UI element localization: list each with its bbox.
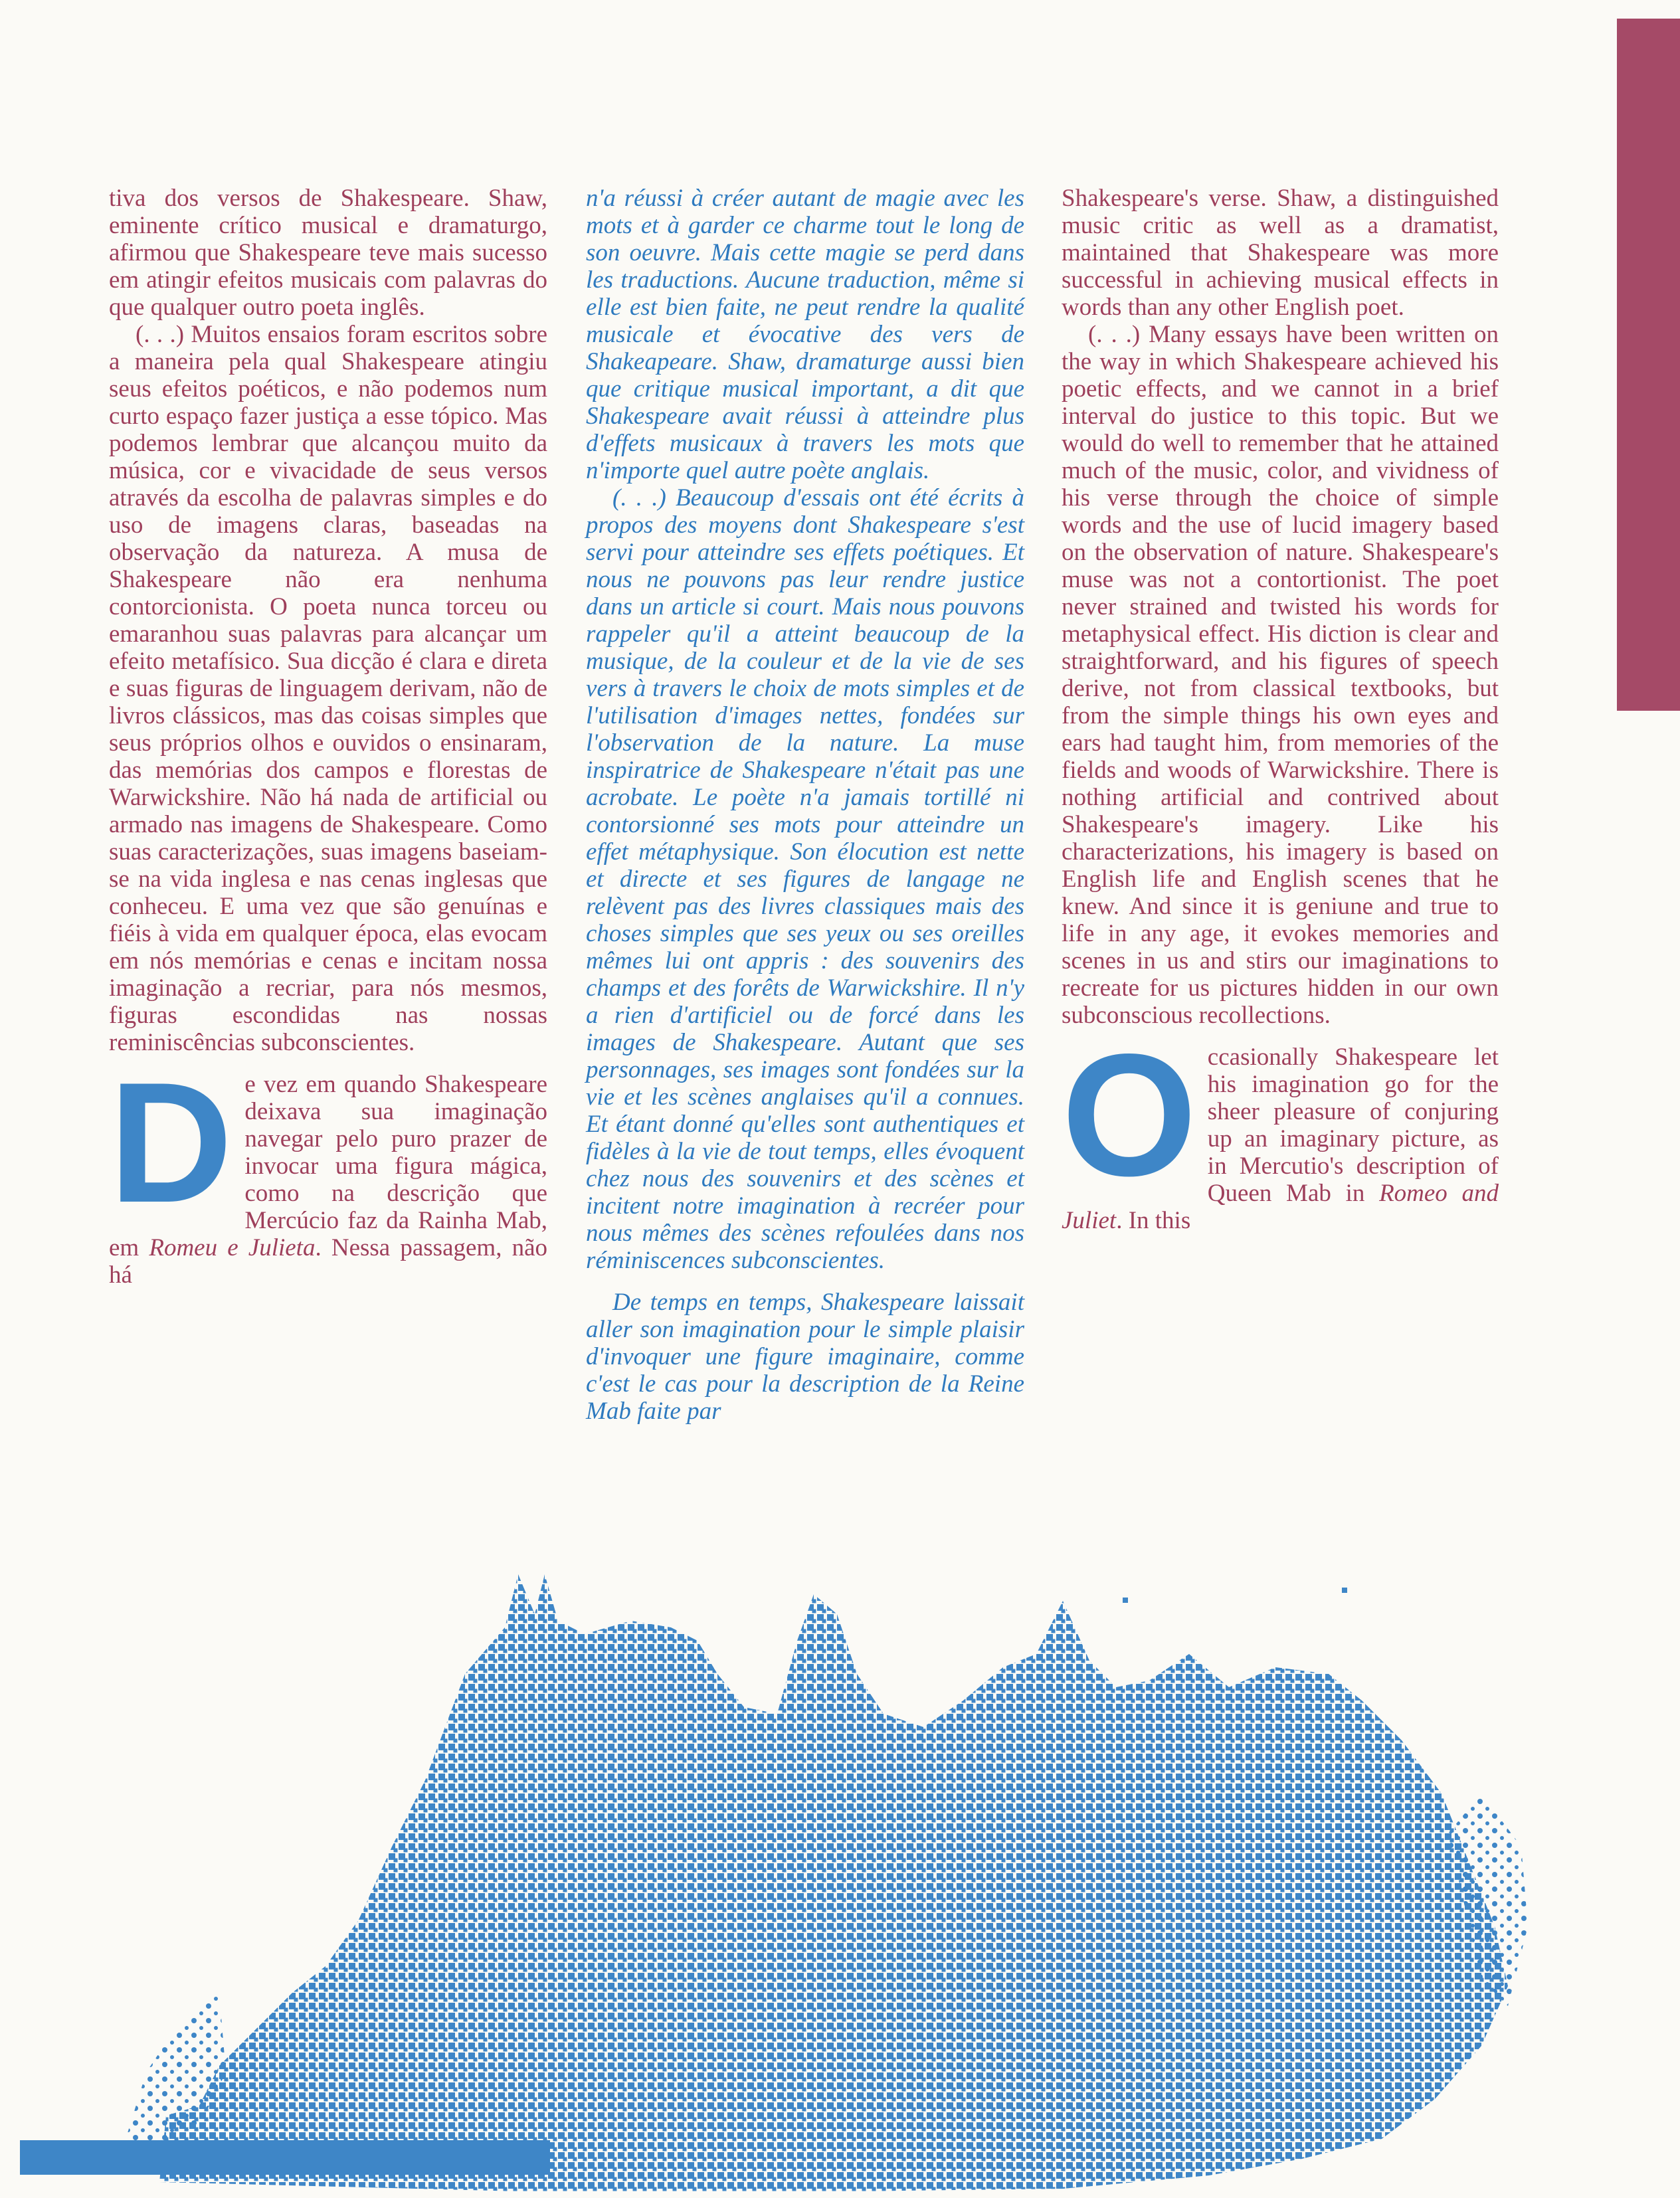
en-paragraph-3-lead: ccasionally Shakespeare let his imagination go for the sheer pleasure of conjuring up an imaginary picture, as in Mercutio's description of Queen Mab in	[1207, 1044, 1499, 1207]
en-dropcap: O	[1062, 1018, 1197, 1212]
pt-paragraph-3	[109, 1046, 547, 1289]
pt-paragraph-2: (. . .) Muitos ensaios foram escritos sobre a maneira pela qual Shakespeare atingiu seus efeitos poéticos, e não podemos num curto espaço fazer justiça a esse tópico. Mas podemos lembrar que alcançou muito da música, cor e vivacidade de seus versos através da escolha de palavras simples e do uso de imagens claras, baseadas na observação da natureza. A musa de Shakespeare não era nenhuma contorcionista. O poeta nunca torceu ou emaranhou suas palavras para alcançar um efeito metafísico. Sua dicção é clara e direta e suas figuras de linguagem derivam, não de livros clássicos, mas das coisas simples que seus próprios olhos e ouvidos o ensinaram, das memórias dos campos e florestas de Warwickshire. Não há nada de artificial ou armado nas imagens de Shakespeare. Como suas caracterizações, suas imagens baseiam-se na vida inglesa e nas cenas inglesas que conheceu. E uma vez que são genuínas e fiéis à vida em qualquer época, elas evocam em nós memórias e cenas e incitam nossa imaginação a recriar, para nós mesmos, figuras escondidas nas nossas reminiscências subconscientes.	[109, 321, 547, 1056]
pt-play-title: Romeu e Julieta	[149, 1234, 316, 1261]
english-column	[1062, 185, 1499, 1234]
pt-paragraph-3-tail: . Nessa passagem, não há	[109, 1234, 547, 1289]
en-paragraph-3-tail: . In this	[1116, 1207, 1191, 1234]
fr-paragraph-3: De temps en temps, Shakespeare laissait aller son imagination pour le simple plaisir d'invoquer une figure imaginaire, comme c'est le cas pour la description de la Reine Mab faite par	[586, 1289, 1024, 1425]
fr-paragraph-1: n'a réussi à créer autant de magie avec les mots et à garder ce charme tout le long de son oeuvre. Mais cette magie se perd dans les traductions. Aucune traduction, même si elle est bien faite, ne peut rendre la qualité musicale et évocative des vers de Shakeapeare. Shaw, dramaturge aussi bien que critique musical important, a dit que Shakespeare avait réussi à atteindre plus d'effets musicaux à travers les mots que n'importe quel autre poète anglais.	[586, 185, 1024, 484]
en-paragraph-1: Shakespeare's verse. Shaw, a distinguished music critic as well as a dramatist, maintained that Shakespeare was more successful in achieving musical effects in words than any other English poet.	[1062, 185, 1499, 321]
halftone-illustration	[0, 1528, 1680, 2198]
en-paragraph-3	[1062, 1018, 1499, 1234]
en-play-title: Romeo and Juliet	[1062, 1180, 1499, 1234]
portuguese-column	[109, 185, 547, 1289]
pt-paragraph-1: tiva dos versos de Shakespeare. Shaw, eminente crítico musical e dramaturgo, afirmou que Shakespeare teve mais sucesso em atingir efeitos musicais com palavras do que qualquer outro poeta inglês.	[109, 185, 547, 321]
pt-paragraph-3-lead: e vez em quando Shakespeare deixava sua imaginação navegar pelo puro prazer de invocar uma figura mágica, como na descrição que Mercúcio faz da Rainha Mab, em	[109, 1071, 547, 1261]
magenta-tab-bar	[1617, 19, 1680, 711]
en-paragraph-2: (. . .) Many essays have been written on the way in which Shakespeare achieved his poetic effects, and we cannot in a brief interval do justice to this topic. But we would do well to remember that he attained much of the music, color, and vividness of his verse through the choice of simple words and the use of lucid imagery based on the observation of nature. Shakespeare's muse was not a contortionist. The poet never strained and twisted his words for metaphysical effect. His diction is clear and straightforward, and his figures of speech derive, not from classical textbooks, but from the simple things his own eyes and ears had taught him, from memories of the fields and woods of Warwickshire. There is nothing artificial and contrived about Shakespeare's imagery. Like his characterizations, his imagery is based on English life and English scenes that he knew. And since it is geniune and true to life in any age, it evokes memories and scenes in us and stirs our imaginations to recreate for us pictures hidden in our own subconscious recollections.	[1062, 321, 1499, 1029]
pt-dropcap: D	[109, 1046, 233, 1238]
blue-bottom-bar	[20, 2140, 550, 2175]
fr-paragraph-2: (. . .) Beaucoup d'essais ont été écrits à propos des moyens dont Shakespeare s'est servi pour atteindre ses effets poétiques. Et nous ne pouvons pas leur rendre justice dans un article si court. Mais nous pouvons rappeler qu'il a atteint beaucoup de la musique, de la couleur et de la vie de ses vers à travers le choix de mots simples et de l'utilisation d'images nettes, fondées sur l'observation de la nature. La muse inspiratrice de Shakespeare n'était pas une acrobate. Le poète n'a jamais tortillé ni contorsionné ses mots pour atteindre un effet métaphysique. Son élocution est nette et directe et ses figures de langage ne relèvent pas des livres classiques mais des choses simples que ses yeux ou ses oreilles mêmes lui ont appris : des souvenirs des champs et des forêts de Warwickshire. Il n'y a rien d'artificiel ou de forcé dans les images de Shakespeare. Autant que ses personnages, ses images sont fondées sur la vie et les scènes anglaises qu'il a connues. Et étant donné qu'elles sont authentiques et fidèles à la vie de tout temps, elles évoquent chez nous des souvenirs et des scènes et incitent notre imagination à recréer pour nous mêmes des scènes refoulées dans nos réminiscences subconscientes.	[586, 484, 1024, 1274]
halftone-crowd-shape	[159, 1574, 1508, 2192]
french-column	[586, 185, 1024, 1425]
